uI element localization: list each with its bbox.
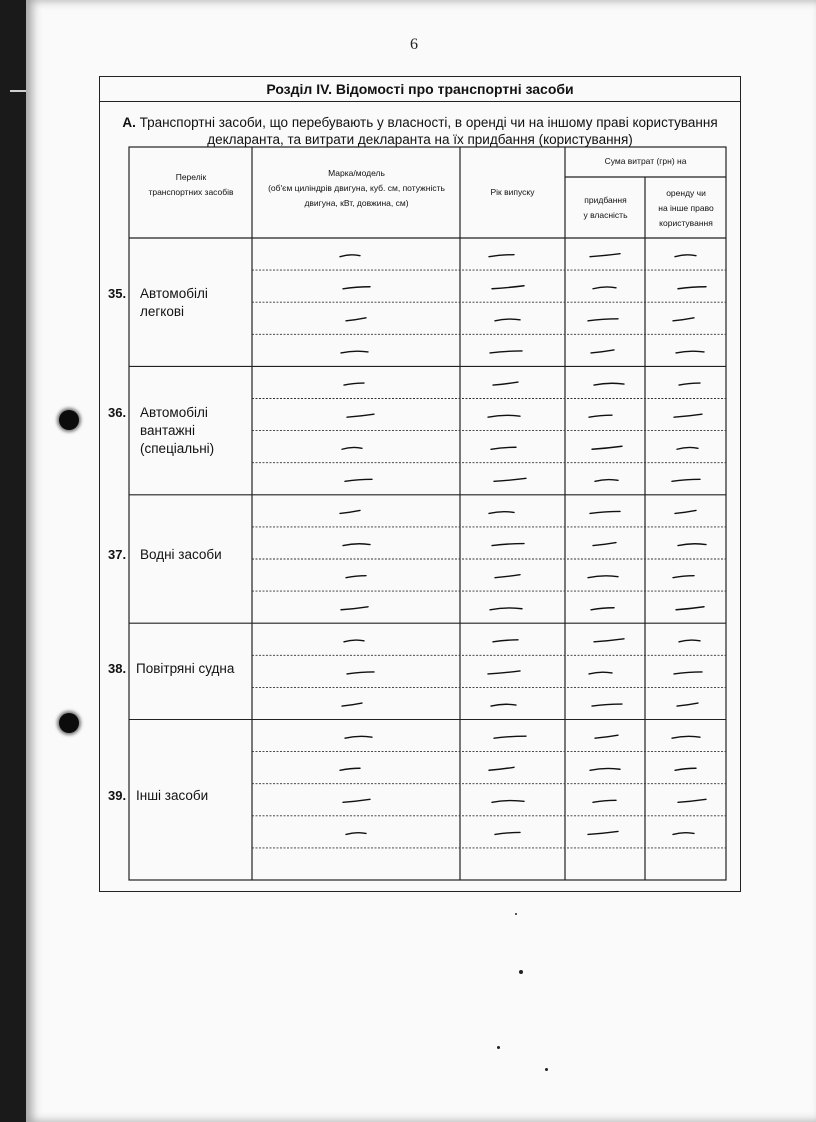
handwritten-dash (589, 415, 612, 417)
handwritten-dash (494, 478, 526, 481)
handwritten-dash (675, 510, 696, 513)
handwritten-dash (489, 512, 514, 514)
category-name-line: (спеціальні) (140, 441, 215, 456)
handwritten-dash (343, 544, 370, 546)
header-list-line: транспортних засобів (148, 187, 234, 197)
scan-speck (519, 970, 523, 974)
handwritten-dash (490, 608, 522, 610)
handwritten-dash (346, 833, 366, 835)
category-name (140, 546, 222, 564)
handwritten-dash (593, 543, 616, 546)
header-list (135, 170, 247, 200)
handwritten-dash (673, 576, 694, 578)
handwritten-dash (493, 640, 518, 642)
category-number: 36. (108, 405, 127, 420)
handwritten-dash (589, 672, 612, 674)
table-border (129, 147, 726, 880)
handwritten-dash (588, 319, 618, 321)
handwritten-dash (678, 544, 706, 546)
handwritten-dash (595, 735, 618, 738)
page-number: 6 (410, 36, 418, 53)
handwritten-dash (592, 446, 622, 449)
subsection-text: Транспортні засоби, що перебувають у власності, в оренді чи на іншому праві користування декларанта, та витрати декларанта на їх придбання (користування) (139, 115, 718, 147)
handwritten-dash (591, 608, 614, 610)
handwritten-dash (594, 383, 624, 385)
header-purchase-line: придбання (584, 195, 627, 205)
handwritten-dash (495, 319, 520, 321)
handwritten-dash (588, 831, 618, 834)
handwritten-dash (489, 255, 514, 257)
category-name (136, 660, 234, 678)
handwritten-dash (675, 255, 696, 257)
scan-speck (545, 1068, 548, 1071)
handwritten-dash (340, 510, 360, 513)
handwritten-dash (592, 704, 622, 706)
handwritten-dash (346, 576, 366, 578)
handwritten-dash (676, 607, 704, 610)
header-sum: Сума витрат (грн) на (604, 156, 687, 166)
handwritten-dash (674, 414, 702, 417)
handwritten-dash (594, 639, 624, 642)
category-name-line: вантажні (140, 423, 196, 438)
header-year: Рік випуску (490, 187, 535, 197)
section-title: Розділ IV. Відомості про транспортні засоби (100, 77, 740, 102)
handwritten-dash (679, 383, 700, 385)
header-model-line: (об'єм циліндрів двигуна, куб. см, потужність (268, 183, 445, 193)
handwritten-dash (678, 287, 706, 289)
category-name (136, 787, 208, 805)
category-name (140, 285, 208, 321)
handwritten-dash (677, 447, 698, 449)
handwritten-dash (675, 768, 696, 770)
header-model-line: Марка/модель (328, 168, 385, 178)
category-name-line: Повітряні судна (136, 661, 235, 676)
handwritten-dash (347, 672, 374, 674)
subsection-letter: А. (122, 115, 136, 130)
header-rent-line: на інше право (658, 203, 714, 213)
header-purchase-line: у власність (583, 210, 628, 220)
handwritten-dash (343, 799, 370, 802)
handwritten-dash (488, 671, 520, 674)
handwritten-dash (492, 801, 524, 803)
header-list-line: Перелік (175, 172, 207, 182)
handwritten-dash (590, 511, 620, 513)
handwritten-dash (678, 799, 706, 802)
handwritten-dash (588, 576, 618, 578)
category-name-line: Автомобілі (140, 286, 208, 301)
handwritten-dash (491, 704, 516, 706)
handwritten-dash (676, 351, 704, 353)
header-rent-line: оренду чи (666, 188, 706, 198)
handwritten-dash (673, 833, 694, 835)
category-number: 37. (108, 547, 127, 562)
handwritten-dash (672, 479, 700, 481)
handwritten-dash (489, 767, 514, 770)
handwritten-dash (494, 736, 526, 738)
handwritten-dash (672, 736, 700, 738)
handwritten-dash (342, 703, 362, 706)
handwritten-dash (492, 544, 524, 546)
handwritten-dash (495, 832, 520, 834)
category-name-line: легкові (140, 304, 185, 319)
scan-speck (515, 913, 517, 915)
handwritten-dash (488, 415, 520, 417)
header-rent-line: користування (659, 218, 713, 228)
scan-speck (497, 1046, 500, 1049)
handwritten-dash (344, 640, 364, 642)
handwritten-dash (495, 575, 520, 578)
category-name-line: Водні засоби (140, 547, 222, 562)
handwritten-dash (340, 768, 360, 770)
handwritten-dash (593, 287, 616, 289)
handwritten-dash (344, 383, 364, 385)
category-number: 39. (108, 788, 127, 803)
header-purchase (567, 193, 644, 223)
handwritten-dash (346, 318, 366, 321)
category-name (140, 404, 214, 458)
handwritten-dash (345, 736, 372, 738)
category-number: 35. (108, 286, 127, 301)
category-number: 38. (108, 661, 127, 676)
handwritten-dash (591, 350, 614, 353)
handwritten-dash (677, 703, 698, 706)
handwritten-dash (347, 414, 374, 417)
header-rent (647, 186, 725, 231)
category-name-line: Інші засоби (136, 788, 209, 803)
handwritten-dash (590, 254, 620, 257)
handwritten-dash (493, 382, 518, 385)
header-model-line: двигуна, кВт, довжина, см) (304, 198, 409, 208)
handwritten-dash (593, 800, 616, 802)
handwritten-dash (679, 640, 700, 642)
handwritten-dash (491, 447, 516, 449)
handwritten-dash (343, 287, 370, 289)
handwritten-dash (490, 351, 522, 353)
handwritten-dash (345, 479, 372, 481)
handwritten-dash (341, 607, 368, 610)
handwritten-dash (342, 447, 362, 449)
category-name-line: Автомобілі (140, 405, 208, 420)
handwritten-dash (673, 318, 694, 321)
handwritten-dash (590, 768, 620, 770)
handwritten-dash (341, 351, 368, 353)
handwritten-dash (595, 480, 618, 482)
handwritten-dash (492, 286, 524, 289)
handwritten-dash (340, 255, 360, 257)
handwritten-dash (674, 672, 702, 674)
header-model (255, 166, 458, 211)
